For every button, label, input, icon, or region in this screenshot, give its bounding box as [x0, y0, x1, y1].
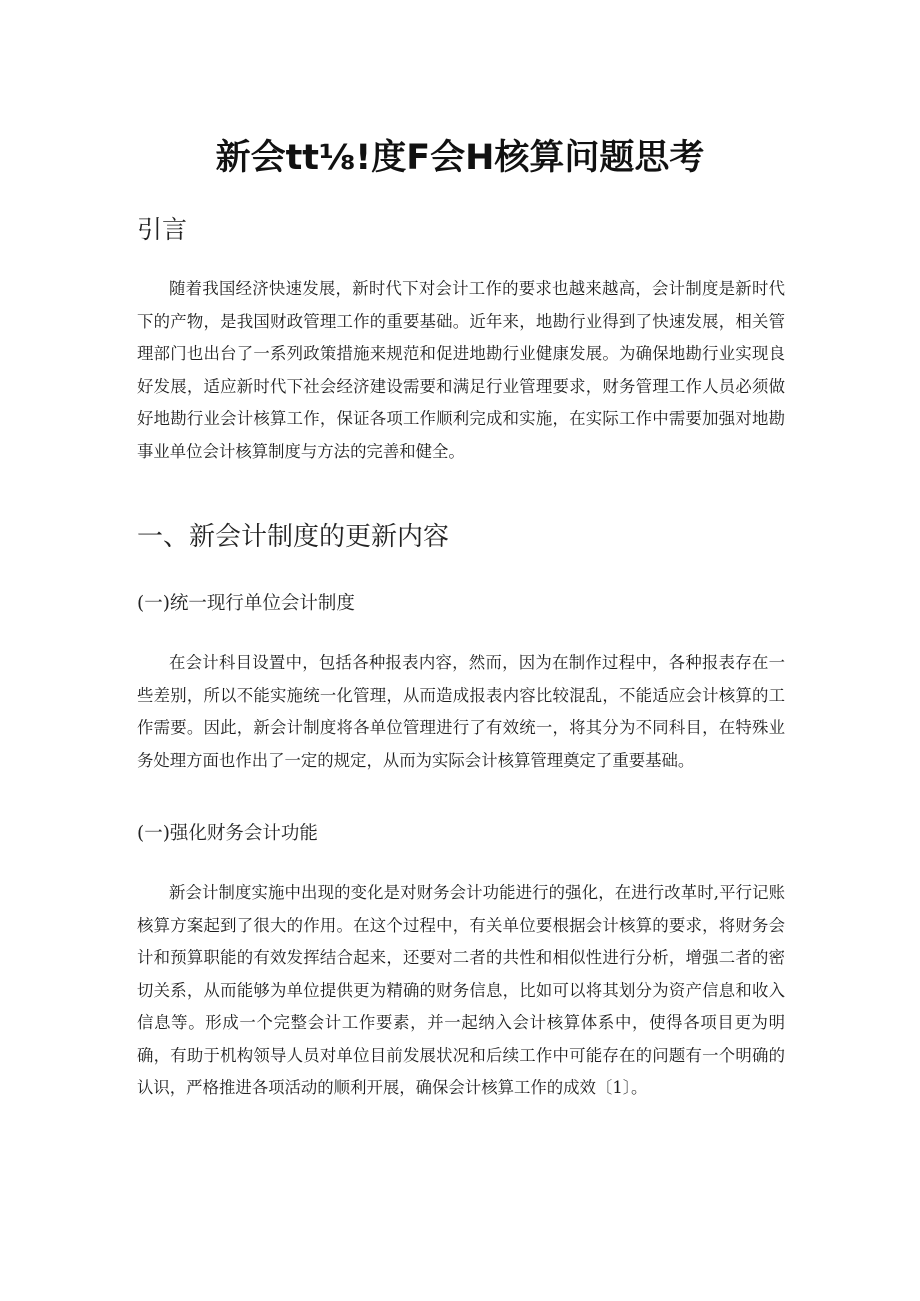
subsection-paragraph-unify: 在会计科目设置中，包括各种报表内容，然而，因为在制作过程中，各种报表存在一些差别，所以不能实施统一化管理，从而造成报表内容比较混乱，不能适应会计核算的工作需要。因此，新会计制度将各单位管理进行了有效统一，将其分为不同科目，在特殊业务处理方面也作出了一定的规定，从而为实际会计核算管理奠定了重要基础。	[137, 653, 785, 770]
intro-heading: 引言	[137, 215, 188, 244]
section-heading: 一、新会计制度的更新内容	[137, 522, 450, 552]
subsection-heading-strengthen: (一)强化财务会计功能	[137, 823, 318, 844]
subsection-heading-unify: (一)统一现行单位会计制度	[137, 593, 355, 614]
subsection-paragraph-strengthen: 新会计制度实施中出现的变化是对财务会计功能进行的强化，在进行改革时,平行记账核算方案起到了很大的作用。在这个过程中，有关单位要根据会计核算的要求，将财务会计和预算职能的有效发挥结合起来，还要对二者的共性和相似性进行分析，增强二者的密切关系，从而能够为单位提供更为精确的财务信息，比如可以将其划分为资产信息和收入信息等。形成一个完整会计工作要素，并一起纳入会计核算体系中，使得各项目更为明确，有助于机构领导人员对单位目前发展状况和后续工作中可能存在的问题有一个明确的认识，严格推进各项活动的顺利开展，确保会计核算工作的成效〔1〕。	[137, 883, 785, 1097]
intro-paragraph: 随着我国经济快速发展，新时代下对会计工作的要求也越来越高，会计制度是新时代下的产物，是我国财政管理工作的重要基础。近年来，地勘行业得到了快速发展，相关管理部门也出台了一系列政策措施来规范和促进地勘行业健康发展。为确保地勘行业实现良好发展，适应新时代下社会经济建设需要和满足行业管理要求，财务管理工作人员必须做好地勘行业会计核算工作，保证各项工作顺利完成和实施，在实际工作中需要加强对地勘事业单位会计核算制度与方法的完善和健全。	[137, 279, 785, 461]
document-title: 新会tt⅛!度F会H核算问题思考	[215, 138, 705, 178]
